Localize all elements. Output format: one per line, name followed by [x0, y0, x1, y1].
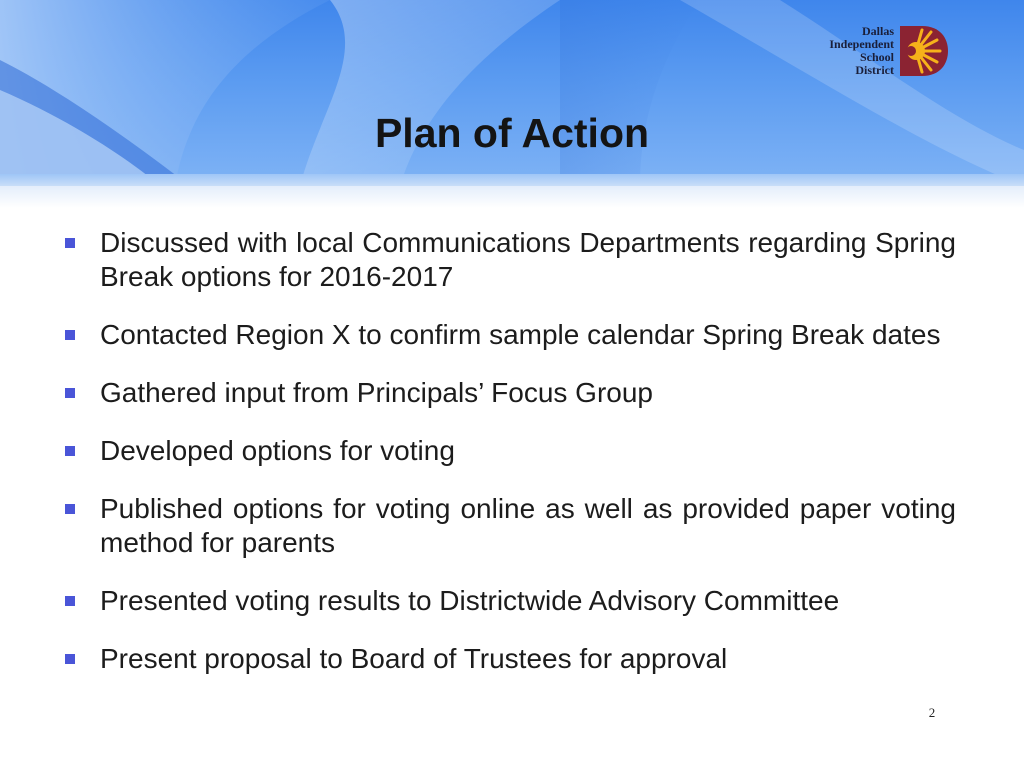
dallas-isd-d-sun-icon: [898, 24, 950, 78]
bullet-text: Published options for voting online as well as provided paper voting method for parents: [100, 493, 956, 558]
logo-text: [826, 25, 894, 77]
square-bullet-icon: [65, 654, 75, 664]
logo-line-4: District: [855, 63, 894, 77]
header-fade: [0, 186, 1024, 208]
district-logo: [826, 24, 952, 80]
slide-title: Plan of Action: [374, 110, 650, 156]
square-bullet-icon: [65, 504, 75, 514]
square-bullet-icon: [65, 596, 75, 606]
square-bullet-icon: [65, 238, 75, 248]
header-banner: [0, 0, 1024, 186]
bullet-item: [62, 642, 956, 676]
logo-line-2: Independent: [829, 37, 894, 51]
bullet-text: Developed options for voting: [100, 435, 455, 466]
bullet-item: [62, 226, 956, 294]
square-bullet-icon: [65, 446, 75, 456]
bullet-item: [62, 318, 956, 352]
bullet-text: Present proposal to Board of Trustees for approval: [100, 643, 728, 674]
square-bullet-icon: [65, 388, 75, 398]
bullet-text: Presented voting results to Districtwide Advisory Committee: [100, 585, 840, 616]
bullet-list: [62, 226, 956, 700]
bullet-item: [62, 492, 956, 560]
bullet-text: Discussed with local Communications Departments regarding Spring Break options for 2016-2017: [100, 227, 956, 292]
bullet-item: [62, 376, 956, 410]
header-bottom-strip: [0, 174, 1024, 186]
page-number: 2: [928, 705, 936, 720]
bullet-item: [62, 584, 956, 618]
logo-line-3: School: [859, 50, 894, 64]
logo-line-1: Dallas: [861, 24, 894, 38]
bullet-text: Contacted Region X to confirm sample calendar Spring Break dates: [100, 319, 941, 350]
bullet-text: Gathered input from Principals’ Focus Group: [100, 377, 653, 408]
bullet-item: [62, 434, 956, 468]
square-bullet-icon: [65, 330, 75, 340]
